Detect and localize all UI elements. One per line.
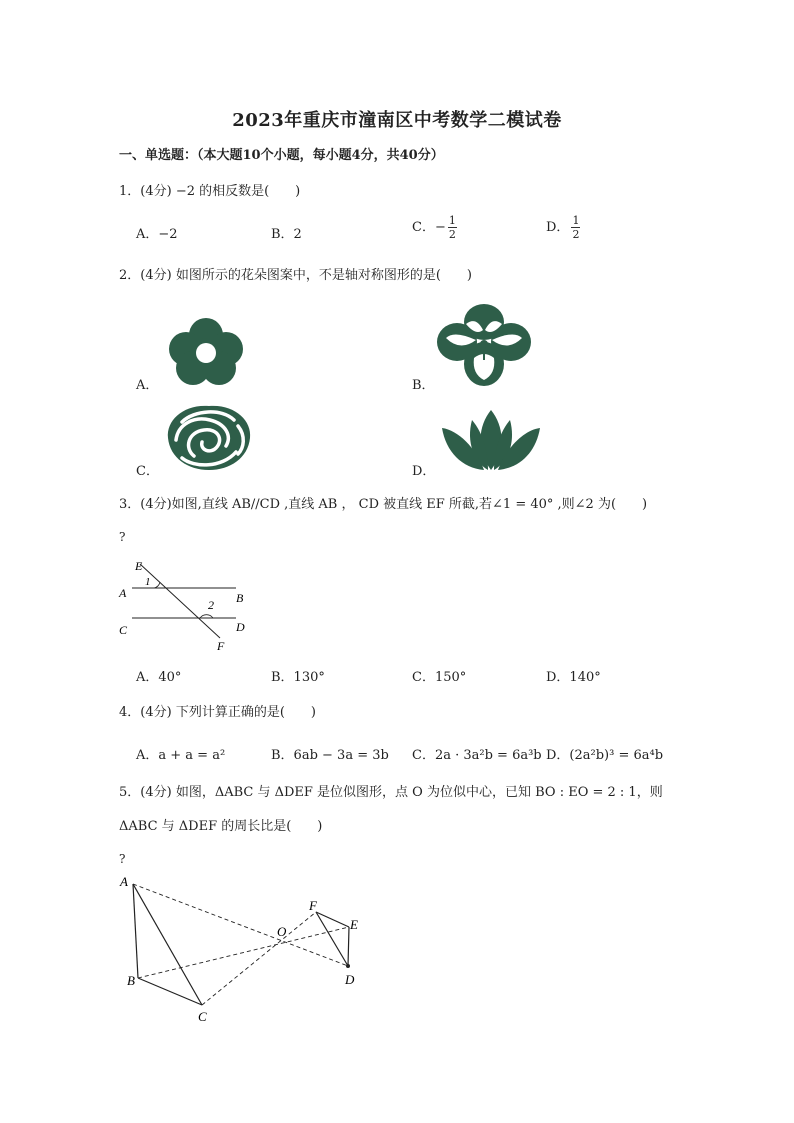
label-angle-2: 2 [208,598,214,612]
q3-missing-image-mark: ? [119,530,126,544]
q1-option-d-fraction [571,214,580,241]
q1-option-c-prefix: C．− [412,220,446,235]
question-5-stem-line1: 5．(4分) 如图，ΔABC 与 ΔDEF 是位似图形，点 O 为位似中心，已知 BO : EO = 2 : 1，则 [119,785,663,800]
question-4-stem: 4．(4分) 下列计算正确的是( ) [119,705,316,720]
flower-c-image [164,402,254,472]
segment-bc [138,978,202,1005]
flower-a-image [160,316,252,386]
question-2-stem: 2．(4分) 如图所示的花朵图案中，不是轴对称图形的是( ) [119,268,472,283]
homothety-diagram [116,868,376,1028]
q3-option-b: B．130° [271,670,325,685]
flower-b-image [436,302,532,388]
label-c: C [119,623,128,637]
segment-ab [133,884,138,978]
q1-option-d-prefix: D． [546,220,570,235]
q1-option-a: A．−2 [136,227,178,242]
q1-option-c-fraction [448,214,457,241]
q2-option-a-label: A． [136,378,159,393]
label-f: F [217,639,225,653]
point-d-dot [346,964,350,968]
q2-option-d-label: D． [412,464,436,479]
dashed-line-ad [133,884,348,966]
question-3-stem: 3．(4分)如图,直线 AB//CD ,直线 AB ， CD 被直线 EF 所截,若∠1 = 40° ,则∠2 为( ) [119,497,648,512]
label-b: B [127,973,135,988]
q5-missing-image-mark: ? [119,852,126,866]
dashed-line-cf [202,912,316,1005]
label-b: B [236,591,244,605]
q4-option-d: D．(2a²b)³ = 6a⁴b [546,748,664,763]
segment-ed [348,927,349,966]
q3-option-d: D．140° [546,670,601,685]
q3-option-c: C．150° [412,670,467,685]
label-o: O [277,924,287,939]
question-5-stem-line2: ΔABC 与 ΔDEF 的周长比是( ) [119,819,323,834]
label-f: F [309,898,317,913]
question-1-stem: 1．(4分) −2 的相反数是( ) [119,184,301,199]
label-angle-1: 1 [145,576,151,588]
q1-c-denominator: 2 [448,228,456,241]
label-e: E [135,559,143,573]
label-d: D [236,620,245,634]
label-e: E [350,917,358,932]
segment-fd [316,912,348,966]
q1-option-d [546,214,580,241]
dashed-line-be [138,927,349,978]
q4-option-b: B．6ab − 3a = 3b [271,748,389,763]
label-a: A [120,874,128,889]
q1-option-b: B．2 [271,227,302,242]
label-c: C [198,1009,207,1024]
label-a: A [119,586,127,600]
label-d: D [345,972,355,987]
segment-ac [133,884,202,1005]
q2-option-c-label: C． [136,464,159,479]
flower-d-image [438,408,544,472]
angle-1-arc [154,582,160,588]
q3-option-a: A．40° [136,670,182,685]
q4-option-c: C．2a · 3a²b = 6a³b [412,748,542,763]
q1-c-numerator: 1 [448,214,456,227]
parallel-lines-diagram [116,554,256,654]
q2-option-b-label: B． [412,378,435,393]
page-title: 2023年重庆市潼南区中考数学二模试卷 [232,110,562,131]
q1-option-c [412,214,457,241]
section-heading: 一、单选题：（本大题10个小题，每小题4分，共40分） [119,148,444,163]
q4-option-a: A．a + a = a² [136,748,226,763]
q1-d-numerator: 1 [572,214,580,227]
q1-d-denominator: 2 [572,228,580,241]
angle-2-arc [200,615,213,618]
